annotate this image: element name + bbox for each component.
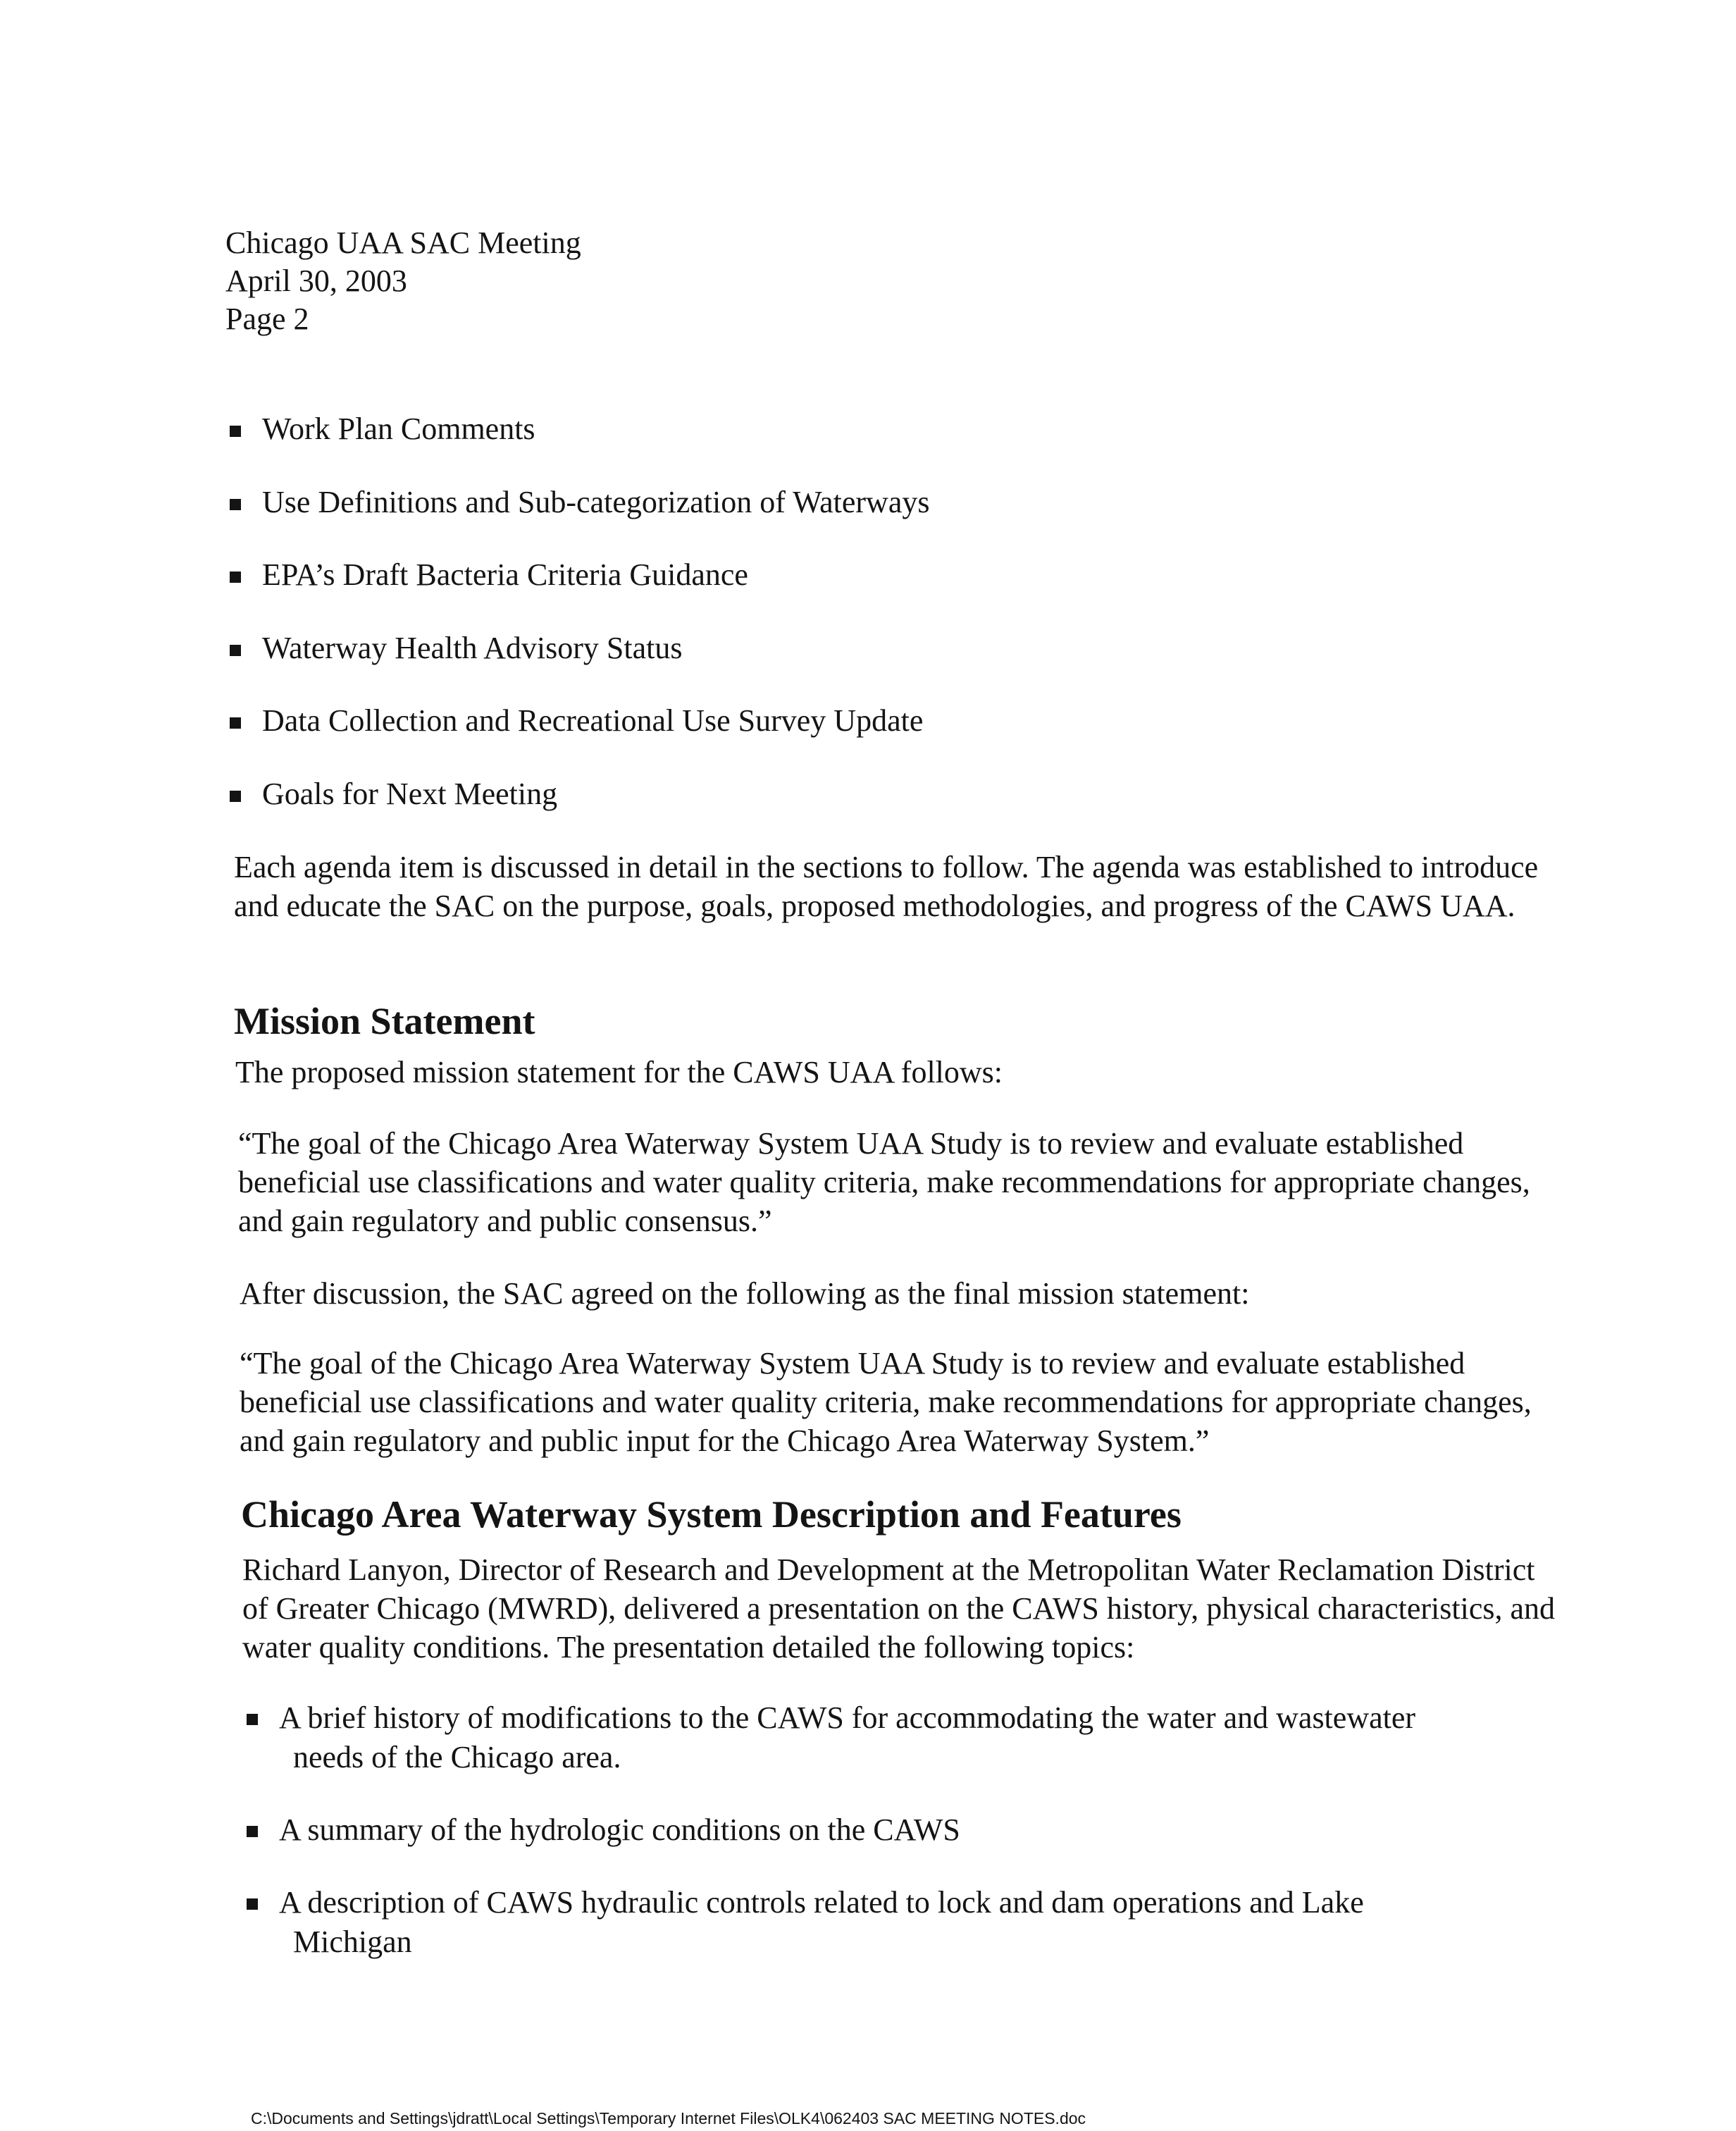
topic-item-line: A description of CAWS hydraulic controls related to lock and dam operations and Lake: [279, 1885, 1364, 1920]
bullet-icon: [247, 1826, 258, 1837]
bullet-icon: [247, 1898, 258, 1910]
mission-intro: The proposed mission statement for the CAWS UAA follows:: [235, 1055, 1003, 1089]
proposed-mission-quote: “The goal of the Chicago Area Waterway System UAA Study is to review and evaluate established beneficial use classifications and water quality criteria, make recommendations for appropriate changes, and gain regulatory and public consensus.”: [238, 1126, 1530, 1238]
agenda-item-label: Data Collection and Recreational Use Survey Update: [262, 703, 924, 738]
intro-paragraph: Each agenda item is discussed in detail in the sections to follow. The agenda was established to introduce and educate the SAC on the purpose, goals, proposed methodologies, and progress of the CAWS UAA.: [234, 850, 1539, 923]
page-number: Page 2: [225, 302, 309, 336]
bullet-icon: [230, 717, 241, 729]
agenda-item: [225, 556, 929, 594]
file-path-footer: C:\Documents and Settings\jdratt\Local Settings\Temporary Internet Files\OLK4\062403 SAC MEETING NOTES.doc: [251, 2109, 1086, 2127]
topic-item-continuation: Michigan: [293, 1925, 412, 1959]
bullet-icon: [230, 572, 241, 583]
agenda-item-label: Work Plan Comments: [262, 412, 535, 446]
agenda-item: [225, 410, 929, 448]
meeting-title: Chicago UAA SAC Meeting: [225, 226, 581, 260]
topic-item-continuation: needs of the Chicago area.: [293, 1740, 621, 1774]
bullet-icon: [230, 499, 241, 510]
agenda-item-label: Waterway Health Advisory Status: [262, 630, 683, 665]
bullet-icon: [230, 426, 241, 437]
caws-presentation-paragraph: Richard Lanyon, Director of Research and Development at the Metropolitan Water Reclamation District of Greater Chicago (MWRD), delivered a presentation on the CAWS history, physical characteristics, and water quality conditions. The presentation detailed the following topics:: [242, 1552, 1556, 1664]
topic-item-line: A summary of the hydrologic conditions on the CAWS: [279, 1812, 960, 1847]
final-mission-quote: “The goal of the Chicago Area Waterway System UAA Study is to review and evaluate established beneficial use classifications and water quality criteria, make recommendations for appropriate changes, and gain regulatory and public input for the Chicago Area Waterway System.”: [240, 1346, 1532, 1458]
agenda-list: [225, 410, 929, 848]
topic-item: [242, 1810, 1567, 1850]
bullet-icon: [230, 791, 241, 802]
agenda-item-label: Goals for Next Meeting: [262, 776, 558, 811]
bullet-icon: [230, 645, 241, 656]
bullet-icon: [247, 1714, 258, 1725]
agenda-item-label: EPA’s Draft Bacteria Criteria Guidance: [262, 557, 748, 592]
agenda-item: [225, 483, 929, 521]
topic-item-line: A brief history of modifications to the CAWS for accommodating the water and wastewater: [279, 1700, 1416, 1735]
agenda-item: [225, 702, 929, 740]
topic-item: [242, 1698, 1567, 1777]
agenda-item: [225, 775, 929, 813]
caws-heading: Chicago Area Waterway System Description and Features: [241, 1493, 1182, 1536]
mission-heading: Mission Statement: [234, 1000, 535, 1042]
agenda-item: [225, 629, 929, 667]
agenda-item-label: Use Definitions and Sub-categorization of Waterways: [262, 484, 930, 519]
document-header: [225, 224, 581, 338]
topic-list: [242, 1698, 1567, 1962]
topic-item: [242, 1883, 1567, 1962]
meeting-date: April 30, 2003: [225, 264, 407, 298]
after-discussion-text: After discussion, the SAC agreed on the following as the final mission statement:: [240, 1276, 1250, 1311]
